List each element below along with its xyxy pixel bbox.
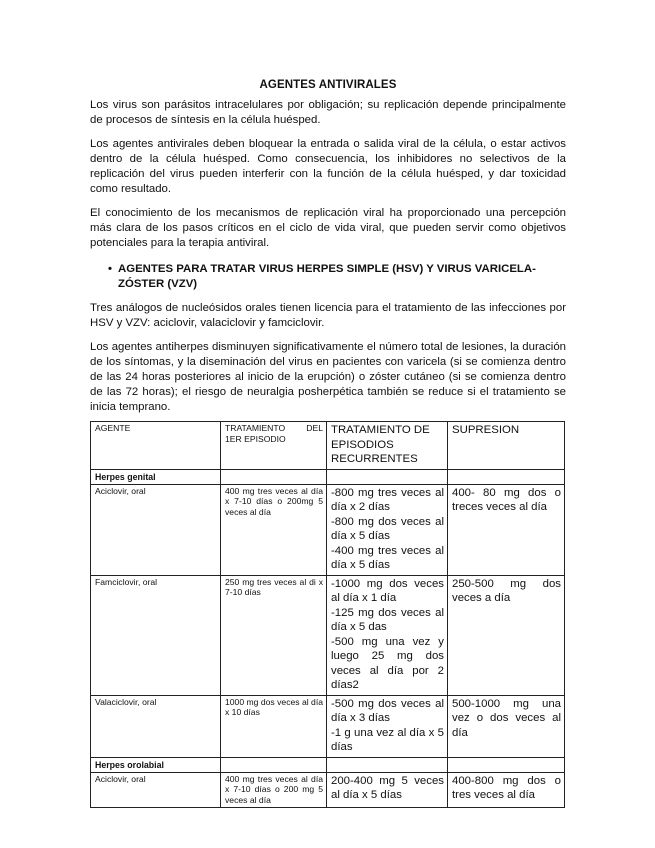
dose-line: -800 mg dos veces al día x 5 días — [331, 515, 444, 542]
tratamiento-cell: 400 mg tres veces al día x 7-10 días o 200 mg 5 veces al día — [221, 772, 327, 808]
supresion-cell: 500-1000 mg una vez o dos veces al día — [448, 695, 565, 757]
recurrentes-cell — [327, 695, 448, 757]
dose-line: -400 mg tres veces al día x 5 días — [331, 544, 444, 571]
tratamiento-cell: 400 mg tres veces al día x 7-10 días o 200mg 5 veces al día — [221, 484, 327, 575]
dose-line: -800 mg tres veces al día x 2 días — [331, 486, 444, 513]
recurrentes-cell — [327, 575, 448, 695]
antiviral-table — [90, 421, 565, 808]
table-row — [91, 695, 565, 757]
table-header-row — [91, 422, 565, 470]
intro-paragraph-2: Los agentes antivirales deben bloquear la entrada o salida viral de la célula, o estar activos dentro de la célula huésped. Como consecuencia, los inhibidores no selectivos de la replicación del virus pueden interferir con la función de la célula huésped, y dar toxicidad como resultado. — [90, 138, 566, 195]
document-title: AGENTES ANTIVIRALES — [259, 79, 397, 91]
table-row — [91, 484, 565, 575]
dose-line: -500 mg dos veces al día x 3 días — [331, 697, 444, 724]
dose-line: 200-400 mg 5 veces al día x 5 días — [331, 774, 444, 801]
tratamiento-cell: 1000 mg dos veces al día x 10 días — [221, 695, 327, 757]
section-heading-bullet — [90, 262, 566, 292]
agente-cell: Aciclovir, oral — [91, 484, 221, 575]
table-section-row — [91, 469, 565, 484]
table-row — [91, 772, 565, 808]
agente-cell: Valaciclovir, oral — [91, 695, 221, 757]
agente-cell: Famciclovir, oral — [91, 575, 221, 695]
supresion-cell: 400- 80 mg dos o treces veces al día — [448, 484, 565, 575]
section-herpes-orolabial: Herpes orolabial — [91, 757, 221, 772]
header-agente: AGENTE — [91, 422, 221, 470]
dose-line: -1 g una vez al día x 5 días — [331, 726, 444, 753]
recurrentes-cell — [327, 772, 448, 808]
table-section-row — [91, 757, 565, 772]
header-supresion: SUPRESION — [448, 422, 565, 470]
supresion-cell: 250-500 mg dos veces a día — [448, 575, 565, 695]
agente-cell: Aciclovir, oral — [91, 772, 221, 808]
dose-line: -500 mg una vez y luego 25 mg dos veces al día por 2 días2 — [331, 635, 444, 691]
header-tratamiento-1er: TRATAMIENTO DEL 1ER EPISODIO — [221, 422, 327, 470]
intro-paragraph-3: El conocimiento de los mecanismos de replicación viral ha proporcionado una percepción más clara de los pasos críticos en el ciclo de vida viral, que pueden servir como objetivos potenciales para la terapia antiviral. — [90, 207, 566, 249]
intro-paragraph-1: Los virus son parásitos intracelulares por obligación; su replicación depende principalmente de procesos de síntesis en la célula huésped. — [90, 99, 566, 126]
body-paragraph-2: Los agentes antiherpes disminuyen significativamente el número total de lesiones, la duración de los síntomas, y la diseminación del virus en pacientes con varicela (si se comienza dentro de las 24 horas posteriores al inicio de la erupción) o zóster cutáneo (si se comienza dentro de las 72 horas); el riesgo de neuralgia posherpética también se reduce si el tratamiento se inicia temprano. — [90, 341, 566, 413]
table-row — [91, 575, 565, 695]
recurrentes-cell — [327, 484, 448, 575]
section-heading-text: AGENTES PARA TRATAR VIRUS HERPES SIMPLE (HSV) Y VIRUS VARICELA-ZÓSTER (VZV) — [118, 263, 536, 290]
bullet-icon: • — [108, 263, 112, 275]
header-recurrentes: TRATAMIENTO DE EPISODIOS RECURRENTES — [327, 422, 448, 470]
supresion-cell: 400-800 mg dos o tres veces al día — [448, 772, 565, 808]
dose-line: -125 mg dos veces al día x 5 das — [331, 606, 444, 633]
body-paragraph-1: Tres análogos de nucleósidos orales tienen licencia para el tratamiento de las infecciones por HSV y VZV: aciclovir, valaciclovir y famciclovir. — [90, 302, 566, 329]
tratamiento-cell: 250 mg tres veces al di x 7-10 días — [221, 575, 327, 695]
dose-line: -1000 mg dos veces al día x 1 día — [331, 577, 444, 604]
section-herpes-genital: Herpes genital — [91, 469, 221, 484]
document-page — [90, 0, 566, 808]
